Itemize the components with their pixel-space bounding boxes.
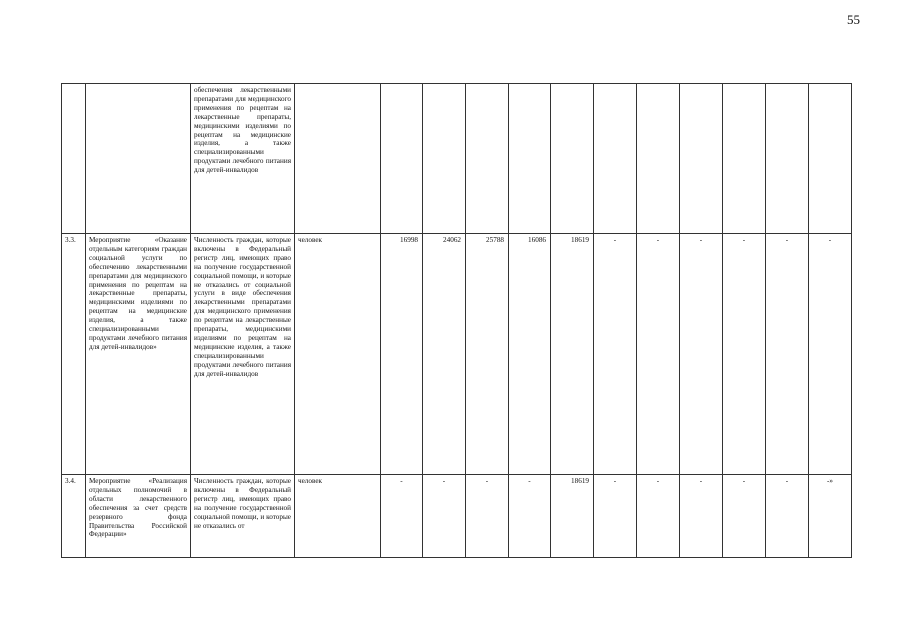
activity-cell: Мероприятие «Реализация отдельных полномочий в области лекарственного обеспечения за счет средств резервного фонда Правительства Российской Федерации» — [86, 475, 191, 558]
value-cell: - — [766, 234, 809, 475]
activity-cell: Мероприятие «Оказание отдельным категориям граждан социальной услуги по обеспечению лекарственными препаратами для медицинского применения по рецептам на лекарственные препараты, медицинскими изделиями по рецептам на медицинские изделия, а также специализированными продуктами лечебного питания для детей-инвалидов» — [86, 234, 191, 475]
indicator-cell: Численность граждан, которые включены в Федеральный регистр лиц, имеющих право на получение государственной социальной помощи, и которые не отказались от — [191, 475, 295, 558]
value-cell — [809, 84, 852, 234]
row-index — [62, 84, 86, 234]
table-row — [62, 234, 852, 475]
row-index: 3.3. — [62, 234, 86, 475]
value-cell: 16998 — [381, 234, 423, 475]
unit-cell — [295, 84, 381, 234]
value-cell — [594, 84, 637, 234]
table-row — [62, 84, 852, 234]
value-cell: - — [381, 475, 423, 558]
value-cell: - — [680, 475, 723, 558]
value-cell: - — [509, 475, 551, 558]
value-cell: 16086 — [509, 234, 551, 475]
table-row — [62, 475, 852, 558]
value-cell — [723, 84, 766, 234]
value-cell: - — [637, 234, 680, 475]
indicator-cell: обеспечения лекарственными препаратами для медицинского применения по рецептам на лекарственные препараты, медицинскими изделиями по рецептам на медицинские изделия, а также специализированными продуктами лечебного питания для детей-инвалидов — [191, 84, 295, 234]
value-cell: - — [466, 475, 509, 558]
value-cell: - — [594, 234, 637, 475]
value-cell: 18619 — [551, 475, 594, 558]
value-cell — [551, 84, 594, 234]
value-cell — [381, 84, 423, 234]
value-cell: - — [423, 475, 466, 558]
value-cell — [766, 84, 809, 234]
value-cell: - — [766, 475, 809, 558]
value-cell — [637, 84, 680, 234]
value-cell — [680, 84, 723, 234]
unit-cell: человек — [295, 475, 381, 558]
value-cell — [466, 84, 509, 234]
page-number: 55 — [847, 12, 860, 27]
value-cell: - — [809, 234, 852, 475]
value-cell: - — [680, 234, 723, 475]
unit-cell: человек — [295, 234, 381, 475]
value-cell — [423, 84, 466, 234]
value-cell: - — [723, 234, 766, 475]
value-cell — [509, 84, 551, 234]
value-cell: - — [723, 475, 766, 558]
value-cell: 25788 — [466, 234, 509, 475]
value-cell: - — [637, 475, 680, 558]
activity-cell — [86, 84, 191, 234]
indicator-cell: Численность граждан, которые включены в Федеральный регистр лиц, имеющих право на получение государственной социальной помощи, и которые не отказались от социальной услуги в виде обеспечения лекарственными препаратами для медицинского применения по рецептам на лекарственные препараты, медицинскими изделиями по рецептам на медицинские изделия, а также специализированными продуктами лечебного питания для детей-инвалидов — [191, 234, 295, 475]
value-cell: 18619 — [551, 234, 594, 475]
value-cell: -» — [809, 475, 852, 558]
value-cell: - — [594, 475, 637, 558]
value-cell: 24062 — [423, 234, 466, 475]
program-indicators-table — [61, 83, 852, 558]
row-index: 3.4. — [62, 475, 86, 558]
